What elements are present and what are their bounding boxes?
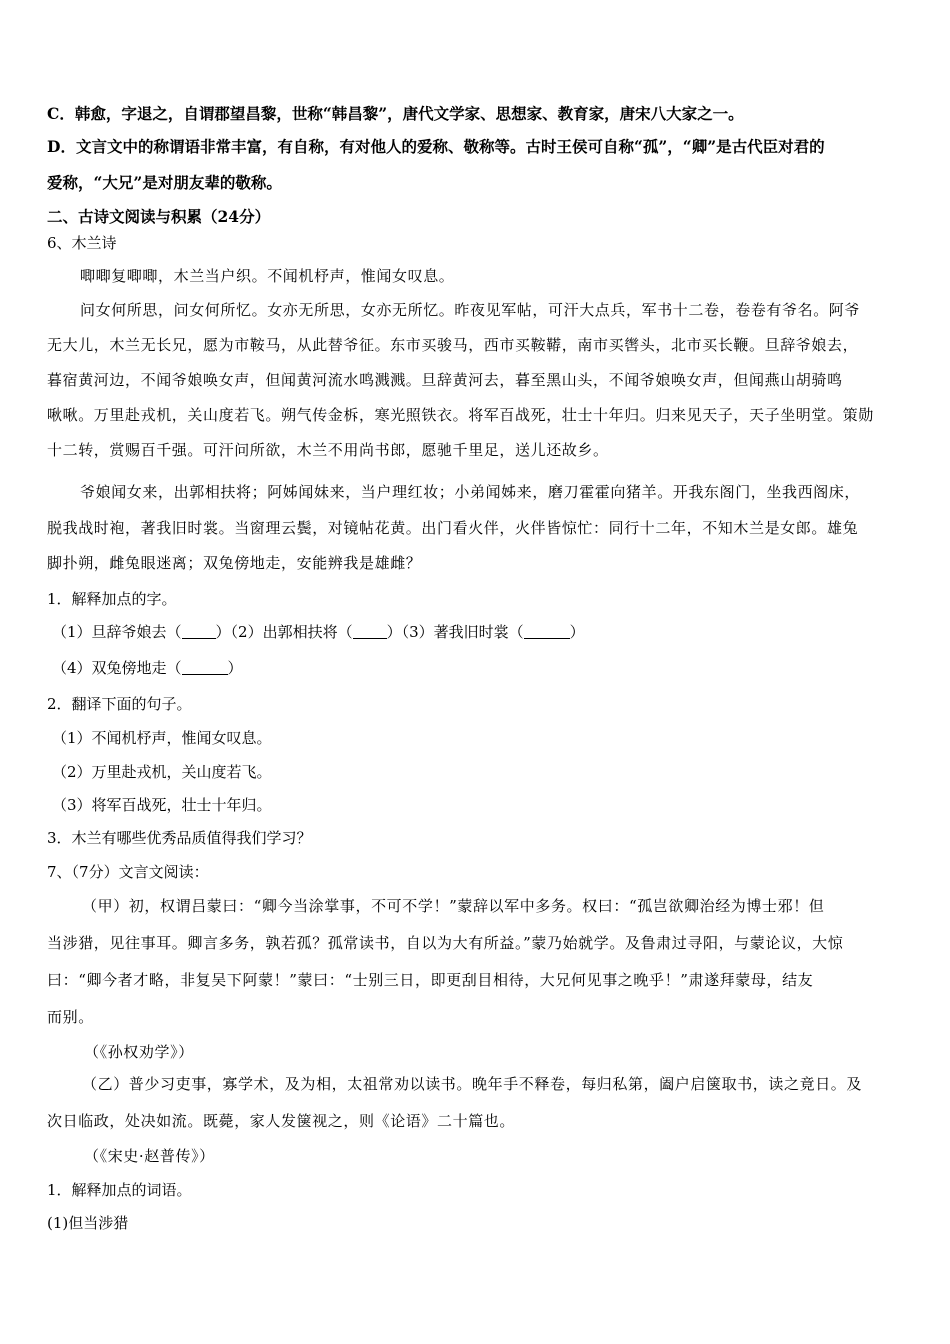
fill-blank-row	[52, 622, 585, 642]
fill-blank-text: ）（3）著我旧时裳（	[386, 623, 524, 641]
answer-blank[interactable]	[353, 624, 387, 639]
question-7-title: 7、（7分）文言文阅读：	[47, 863, 209, 881]
poem-line: 脚扑朔，雌兔眼迷离；双兔傍地走，安能辨我是雄雌？	[47, 554, 422, 572]
subquestion-title: 1．解释加点的词语。	[47, 1181, 192, 1199]
poem-line: 唧唧复唧唧，木兰当户织。不闻机杼声，惟闻女叹息。	[80, 267, 455, 285]
fill-blank-text: ）	[227, 659, 243, 677]
poem-line: 爷娘闻女来，出郭相扶将；阿姊闻妹来，当户理红妆；小弟闻姊来，磨刀霍霍向猪羊。开我东阁门，坐我西阁床，	[80, 483, 861, 501]
translate-item: （3）将军百战死，壮士十年归。	[52, 796, 272, 814]
poem-line: 啾啾。万里赴戎机，关山度若飞。朔气传金柝，寒光照铁衣。将军百战死，壮士十年归。归来见天子，天子坐明堂。策勋	[47, 406, 874, 424]
fill-blank-row	[52, 658, 243, 678]
section-heading: 二、古诗文阅读与积累（24分）	[47, 207, 271, 226]
passage-source: （《宋史·赵普传》）	[84, 1147, 215, 1165]
question-6-title: 6、木兰诗	[47, 234, 117, 252]
option-d-line-1: D．文言文中的称谓语非常丰富，有自称，有对他人的爱称、敬称等。古时王侯可自称“孤”，“卿”是古代臣对君的	[47, 137, 825, 156]
vocab-item: (1)但当涉猎	[47, 1214, 129, 1232]
passage-jia-line: （甲）初，权谓吕蒙曰：“卿今当涂掌事，不可不学！”蒙辞以军中多务。权曰：“孤岂欲卿治经为博士邪！但	[82, 897, 825, 915]
fill-blank-text: ）（2）出郭相扶将（	[215, 623, 353, 641]
passage-source: （《孙权劝学》）	[84, 1043, 194, 1061]
poem-line: 问女何所思，问女何所忆。女亦无所思，女亦无所忆。昨夜见军帖，可汗大点兵，军书十二卷，卷卷有爷名。阿爷	[80, 301, 861, 319]
translate-item: （1）不闻机杼声，惟闻女叹息。	[52, 729, 272, 747]
option-c: C．韩愈，字退之，自谓郡望昌黎，世称“韩昌黎”，唐代文学家、思想家、教育家，唐宋八大家之一。	[47, 104, 744, 123]
subquestion-title: 2．翻译下面的句子。	[47, 695, 192, 713]
translate-item: （2）万里赴戎机，关山度若飞。	[52, 763, 272, 781]
option-d-line-2: 爱称，“大兄”是对朋友辈的敬称。	[47, 173, 282, 192]
passage-yi-line: （乙）普少习吏事，寡学术，及为相，太祖常劝以读书。晚年手不释卷，每归私第，阖户启箧取书，读之竟日。及	[82, 1075, 863, 1093]
passage-jia-line: 而别。	[47, 1008, 94, 1026]
answer-blank[interactable]	[524, 624, 570, 639]
passage-yi-line: 次日临政，处决如流。既薨，家人发箧视之，则《论语》二十篇也。	[47, 1112, 516, 1130]
poem-line: 暮宿黄河边，不闻爷娘唤女声，但闻黄河流水鸣溅溅。旦辞黄河去，暮至黑山头，不闻爷娘唤女声，但闻燕山胡骑鸣	[47, 371, 843, 389]
poem-line: 脱我战时袍，著我旧时裳。当窗理云鬓，对镜帖花黄。出门看火伴，火伴皆惊忙：同行十二年，不知木兰是女郎。雄兔	[47, 519, 859, 537]
answer-blank[interactable]	[182, 660, 228, 675]
subquestion-title: 1．解释加点的字。	[47, 590, 177, 608]
poem-line: 无大儿，木兰无长兄，愿为市鞍马，从此替爷征。东市买骏马，西市买鞍鞯，南市买辔头，北市买长鞭。旦辞爷娘去，	[47, 336, 859, 354]
passage-jia-line: 当涉猎，见往事耳。卿言多务，孰若孤？孤常读书，自以为大有所益。”蒙乃始就学。及鲁肃过寻阳，与蒙论议，大惊	[47, 934, 844, 952]
poem-line: 十二转，赏赐百千强。可汗问所欲，木兰不用尚书郎，愿驰千里足，送儿还故乡。	[47, 441, 609, 459]
answer-blank[interactable]	[182, 624, 216, 639]
fill-blank-text: （4）双兔傍地走（	[52, 659, 182, 677]
fill-blank-text: ）	[569, 623, 585, 641]
subquestion-title: 3．木兰有哪些优秀品质值得我们学习？	[47, 829, 312, 847]
passage-jia-line: 曰：“卿今者才略，非复吴下阿蒙！”蒙曰：“士别三日，即更刮目相待，大兄何见事之晚乎！”肃遂拜蒙母，结友	[47, 971, 814, 989]
fill-blank-text: （1）旦辞爷娘去（	[52, 623, 182, 641]
